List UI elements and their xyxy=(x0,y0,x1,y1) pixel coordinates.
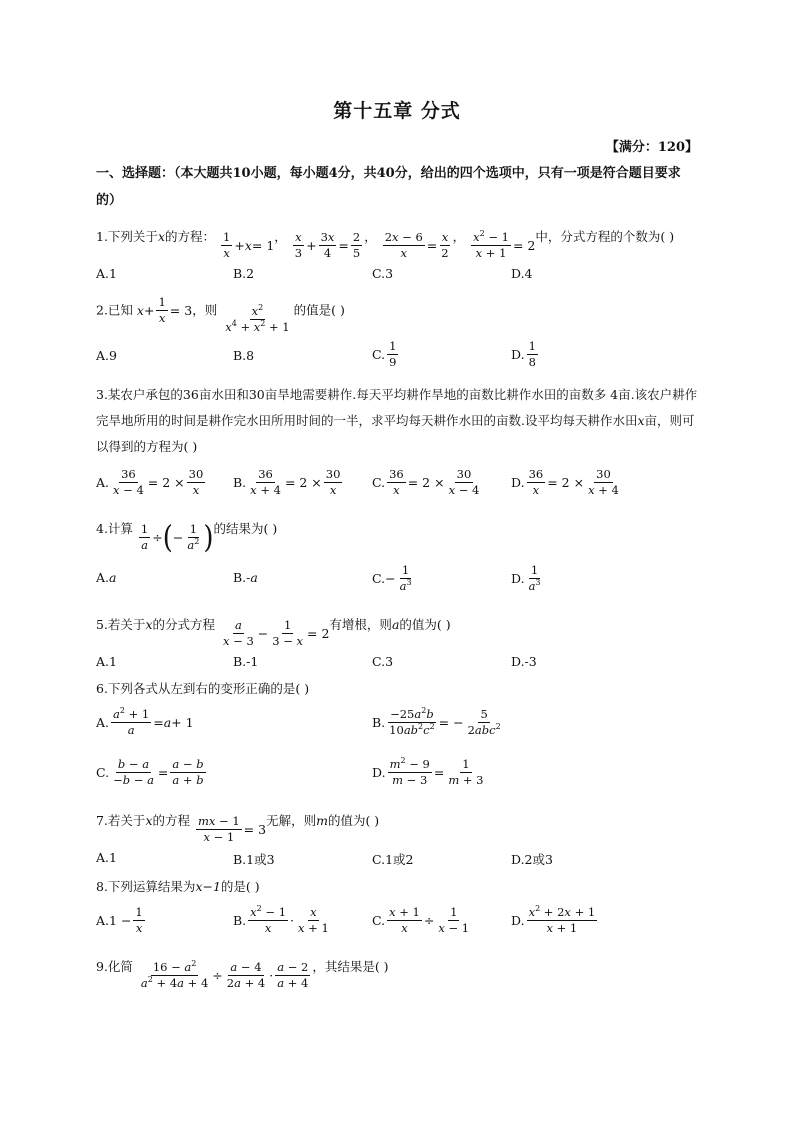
q7-prefix: 7.若关于 xyxy=(96,813,146,828)
q2-option-d[interactable]: D. $\frac{1}{8}$ xyxy=(511,339,536,370)
question-1: 1.下列关于x的方程： $\frac{1}{x}$ + x = 1， $\frac{x}{3}$ + $\frac{3x}{4}$ = $\frac{2}{5}$ ， $\frac{2x - 6}{x}$ = $\frac{x}{2}$ ， $\frac{x^2 - 1}{x + 1}$ = 2中，分式方程的个数为( ) xyxy=(96,229,675,261)
q4-prefix: 4.计算 xyxy=(96,521,133,536)
q4-option-b[interactable] xyxy=(233,570,258,585)
q6-option-a-label: A. xyxy=(96,715,110,731)
q3-option-b-label: B. xyxy=(233,475,247,491)
q2-mid: ，则 xyxy=(192,302,218,318)
q6-option-b[interactable]: B. $\frac{-25a^2b}{10ab^2c^2}$ = − $\frac{5}{2abc^2}$ xyxy=(372,706,501,738)
q1-var: x xyxy=(157,229,165,244)
q5-mid: 的分式方程 xyxy=(152,617,216,632)
q4-option-a[interactable] xyxy=(96,570,116,585)
score-label: 【满分：120】 xyxy=(605,140,698,155)
q5-var2: a xyxy=(391,617,400,632)
q3-tail: 亩，则可以得到的方程为( ) xyxy=(96,413,695,454)
q5-eq: $\frac{a}{x - 3}$ − $\frac{1}{3 - x}$ = 2 xyxy=(223,618,330,649)
q2-option-c-label: C. xyxy=(372,347,386,363)
q4-option-d-label: D. xyxy=(511,571,525,587)
q5-option-a[interactable]: A.1 xyxy=(96,654,117,669)
q2-option-a[interactable]: A.9 xyxy=(96,348,117,363)
q1-option-a[interactable]: A.1 xyxy=(96,266,117,281)
q2-option-d-label: D. xyxy=(511,347,525,363)
q2-option-c[interactable]: C. $\frac{1}{9}$ xyxy=(372,339,397,370)
q4-option-b-value: -a xyxy=(246,570,258,585)
q8-option-a[interactable]: A. 1 − $\frac{1}{x}$ xyxy=(96,905,143,936)
q4-option-a-label: A. xyxy=(96,570,110,585)
q7-option-c[interactable]: C.1或2 xyxy=(372,852,414,867)
q4-option-b-label: B. xyxy=(233,570,247,585)
q1-option-d[interactable]: D.4 xyxy=(511,266,533,281)
question-5 xyxy=(96,612,706,648)
q9-suffix: ，其结果是( ) xyxy=(312,959,389,974)
q1-eq4: $\frac{x^2 - 1}{x + 1}$ = 2 xyxy=(473,229,536,261)
q6-option-c-label: C. xyxy=(96,765,110,781)
q7-option-d[interactable]: D.2或3 xyxy=(511,852,553,867)
q3-option-d[interactable]: D. $\frac{36}{x}$ = 2 × $\frac{30}{x + 4}$ xyxy=(511,467,619,498)
q8-option-b[interactable]: B. $\frac{x^2 - 1}{x}$ · $\frac{x}{x + 1}$ xyxy=(233,904,329,936)
q4-option-d[interactable]: D. $\frac{1}{a^3}$ xyxy=(511,563,541,594)
question-9 xyxy=(96,954,706,990)
q2-expr: $\frac{x^2}{x^4 + x^2 + 1}$ xyxy=(225,302,290,334)
q3-var: x xyxy=(637,413,645,428)
q1-option-c[interactable]: C.3 xyxy=(372,266,394,281)
q2-suffix: 的值是( ) xyxy=(293,302,345,318)
q3-option-a-label: A. xyxy=(96,475,110,491)
q6-option-d-label: D. xyxy=(372,765,386,781)
q3-option-c[interactable]: C. $\frac{36}{x}$ = 2 × $\frac{30}{x - 4}$ xyxy=(372,467,480,498)
q7-option-b[interactable]: B.1或3 xyxy=(233,852,275,867)
q4-option-c[interactable]: C. − $\frac{1}{a^3}$ xyxy=(372,563,412,594)
q7-mid2: 无解，则 xyxy=(266,813,317,828)
q1-suffix: 中，分式方程的个数为( ) xyxy=(535,229,675,244)
question-3 xyxy=(96,382,700,460)
q7-eq: $\frac{mx - 1}{x - 1}$ = 3 xyxy=(198,814,267,845)
q8-option-d-label: D. xyxy=(511,913,525,929)
q3-option-d-label: D. xyxy=(511,475,525,491)
q8-option-c[interactable]: C. $\frac{x + 1}{x}$ ÷ $\frac{1}{x - 1}$ xyxy=(372,905,470,936)
q8-suffix: 的是( ) xyxy=(220,879,260,894)
q4-option-c-label: C. xyxy=(372,571,386,587)
question-8 xyxy=(96,874,706,900)
q8-prefix: 8.下列运算结果为 xyxy=(96,879,196,894)
q8-option-b-label: B. xyxy=(233,913,247,929)
q8-option-c-label: C. xyxy=(372,913,386,929)
q7-mid: 的方程 xyxy=(152,813,191,828)
q9-prefix: 9.化简 xyxy=(96,959,133,974)
q1-eq2: $\frac{x}{3}$ + $\frac{3x}{4}$ = $\frac{2}{5}$ xyxy=(294,230,361,261)
question-2 xyxy=(96,296,706,334)
q7-var2: m xyxy=(316,813,328,828)
section-heading: 一、选择题：（本大题共10小题，每小题4分，共40分，给出的四个选项中，只有一项是符合题目要求的） xyxy=(96,166,681,208)
q8-option-d[interactable]: D. $\frac{x^2 + 2x + 1}{x + 1}$ xyxy=(511,904,596,936)
q7-var: x xyxy=(145,813,153,828)
q2-option-b[interactable]: B.8 xyxy=(233,348,255,363)
question-4 xyxy=(96,516,706,556)
page-title: 第十五章 分式 xyxy=(333,100,461,122)
q4-option-a-value: a xyxy=(109,570,117,585)
q3-option-a[interactable]: A. $\frac{36}{x - 4}$ = 2 × $\frac{30}{x}$ xyxy=(96,467,204,498)
question-7 xyxy=(96,808,706,844)
q3-option-c-label: C. xyxy=(372,475,386,491)
q8-expr: x−1 xyxy=(195,879,221,894)
q5-option-c[interactable]: C.3 xyxy=(372,654,394,669)
q1-eq3: $\frac{2x - 6}{x}$ = $\frac{x}{2}$ xyxy=(384,230,449,261)
q7-option-a[interactable]: A.1 xyxy=(96,850,117,865)
q1-prefix: 1.下列关于 xyxy=(96,229,158,244)
q1-eq1: $\frac{1}{x}$ + x = 1 xyxy=(223,230,275,261)
q5-option-d[interactable]: D.-3 xyxy=(511,654,537,669)
q2-given: x + $\frac{1}{x}$ = 3 xyxy=(136,295,193,326)
q5-option-b[interactable]: B.-1 xyxy=(233,654,259,669)
q6-option-a[interactable]: A. $\frac{a^2 + 1}{a}$ = a + 1 xyxy=(96,706,194,738)
q2-prefix: 2.已知 xyxy=(96,302,133,318)
q3-text: 3.某农户承包的36亩水田和30亩旱地需要耕作.每天平均耕作旱地的亩数比耕作水田的亩数多 4亩.该农户耕作完旱地所用的时间是耕作完水田所用时间的一半，求平均每天耕作水田的亩数.设平均每天耕作水田 xyxy=(96,387,698,428)
q4-expr: $\frac{1}{a}$ ÷ ( − $\frac{1}{a^2}$ ) xyxy=(140,519,214,556)
q6-option-d[interactable]: D. $\frac{m^2 - 9}{m - 3}$ = $\frac{1}{m + 3}$ xyxy=(372,756,484,788)
q8-option-a-label: A. xyxy=(96,913,110,929)
q9-expr: $\frac{16 - a^2}{a^2 + 4a + 4}$ ÷ $\frac{a - 4}{2a + 4}$ · $\frac{a - 2}{a + 4}$ xyxy=(140,959,309,991)
q5-prefix: 5.若关于 xyxy=(96,617,146,632)
q6-option-c[interactable]: C. $\frac{b - a}{-b - a}$ = $\frac{a - b}{a + b}$ xyxy=(96,757,204,788)
q1-option-b[interactable]: B.2 xyxy=(233,266,255,281)
q7-suffix: 的值为( ) xyxy=(327,813,380,828)
q5-var: x xyxy=(145,617,153,632)
q4-suffix: 的结果为( ) xyxy=(213,521,278,536)
q6-option-b-label: B. xyxy=(372,715,386,731)
q5-mid2: 有增根，则 xyxy=(329,617,392,632)
question-6: 6.下列各式从左到右的变形正确的是( ) xyxy=(96,681,310,696)
q1-mid: 的方程： xyxy=(165,229,216,244)
q5-suffix: 的值为( ) xyxy=(399,617,451,632)
q3-option-b[interactable]: B. $\frac{36}{x + 4}$ = 2 × $\frac{30}{x}$ xyxy=(233,467,341,498)
